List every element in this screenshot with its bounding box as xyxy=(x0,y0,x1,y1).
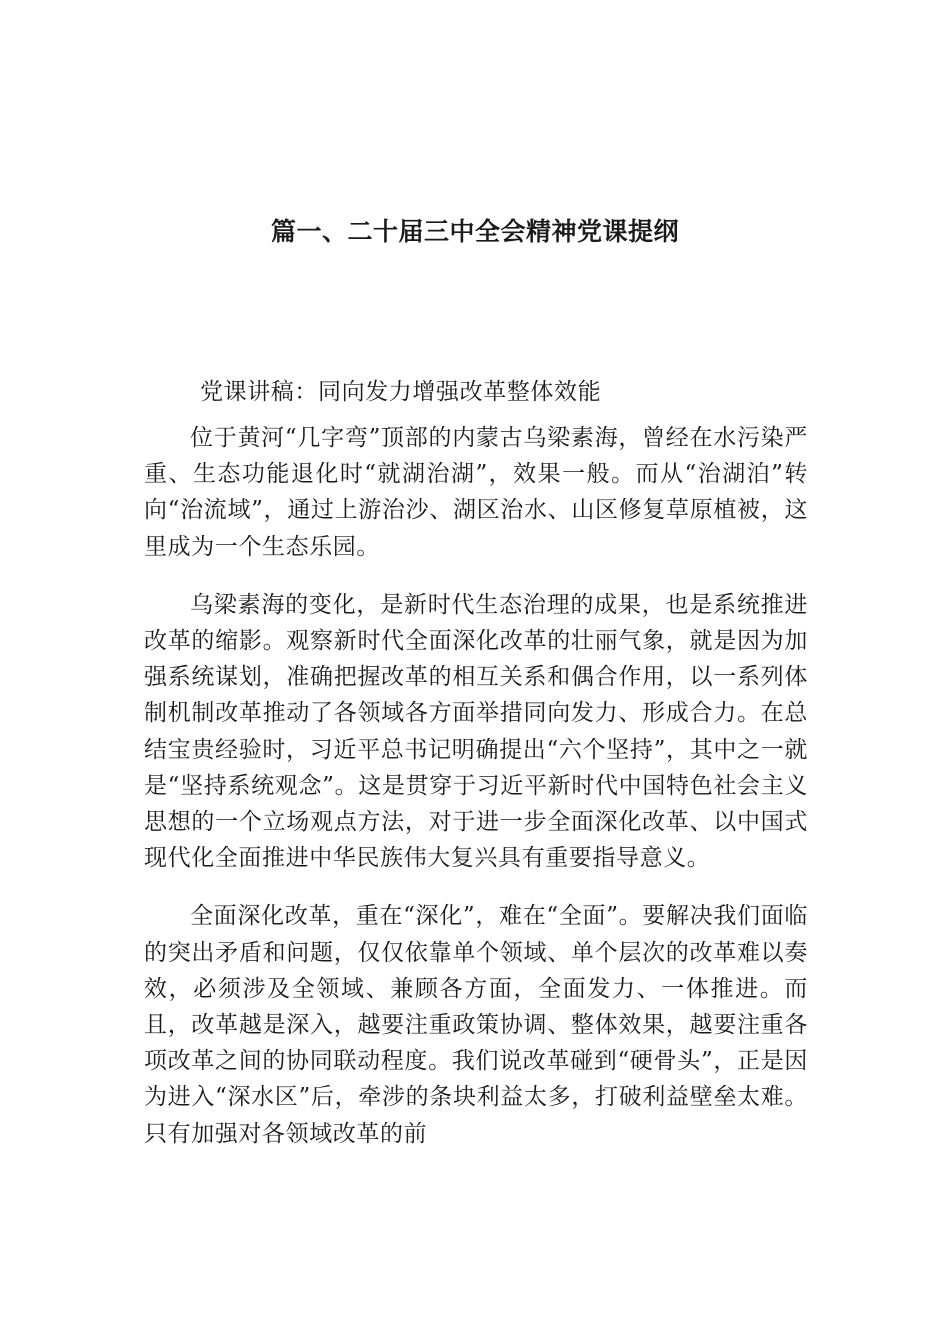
paragraph-1: 位于黄河“几字弯”顶部的内蒙古乌梁素海，曾经在水污染严重、生态功能退化时“就湖治湖”，效果一般。而从“治湖泊”转向“治流域”，通过上游治沙、湖区治水、山区修复草原植被，这里成为一个生态乐园。 xyxy=(144,425,808,560)
document-subtitle: 党课讲稿：同向发力增强改革整体效能 xyxy=(200,379,602,405)
paragraph-3: 全面深化改革，重在“深化”，难在“全面”。要解决我们面临的突出矛盾和问题，仅仅依靠单个领域、单个层次的改革难以奏效，必须涉及全领域、兼顾各方面，全面发力、一体推进。而且，改革越是深入，越要注重政策协调、整体效果，越要注重各项改革之间的协同联动程度。我们说改革碰到“硬骨头”，正是因为进入“深水区”后，牵涉的条块利益太多，打破利益壁垒太难。只有加强对各领域改革的前 xyxy=(144,903,808,1147)
paragraph-2: 乌梁素海的变化，是新时代生态治理的成果，也是系统推进改革的缩影。观察新时代全面深化改革的壮丽气象，就是因为加强系统谋划，准确把握改革的相互关系和偶合作用，以一系列体制机制改革推动了各领域各方面举措同向发力、形成合力。在总结宝贵经验时，习近平总书记明确提出“六个坚持”，其中之一就是“坚持系统观念”。这是贯穿于习近平新时代中国特色社会主义思想的一个立场观点方法，对于进一步全面深化改革、以中国式现代化全面推进中华民族伟大复兴具有重要指导意义。 xyxy=(144,591,808,872)
document-title: 篇一、二十届三中全会精神党课提纲 xyxy=(270,217,679,246)
document-body xyxy=(144,374,808,1152)
